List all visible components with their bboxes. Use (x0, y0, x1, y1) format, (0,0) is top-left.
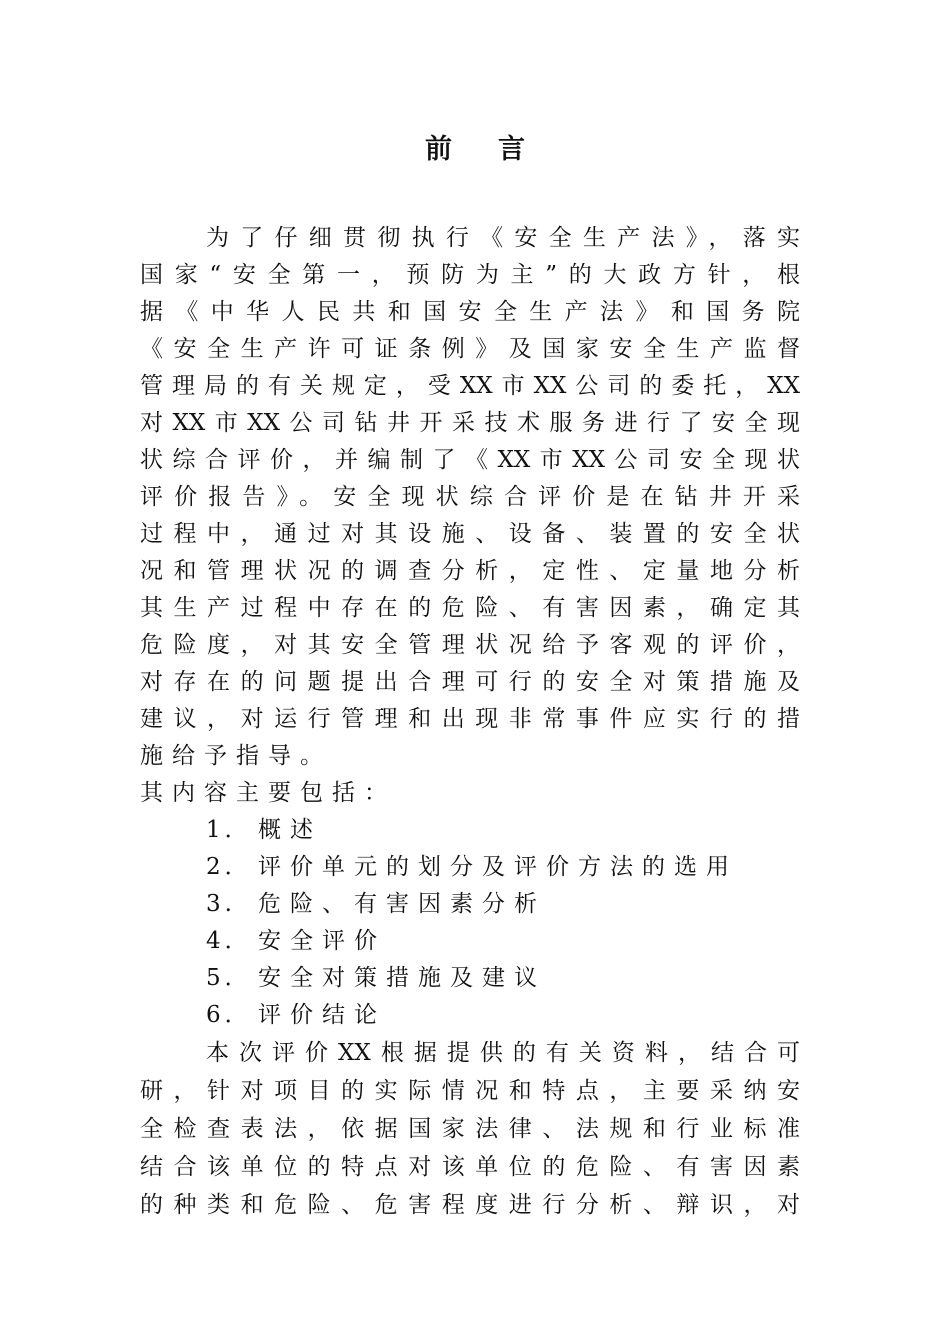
contents-item (206, 923, 386, 960)
contents-item-text: 评价单元的划分及评价方法的选用 (258, 854, 738, 880)
paragraph2-line: 结合该单位的特点对该单位的危险、有害因素 (140, 1154, 800, 1180)
contents-item-number: 6． (206, 1002, 252, 1028)
paragraph1-line: 状综合评价，并编制了《XX市XX公司安全现状 (140, 447, 800, 473)
paragraph1-line: 施给予指导。 (140, 743, 332, 769)
contents-item-text: 危险、有害因素分析 (258, 891, 546, 917)
paragraph1-line: 过程中，通过对其设施、设备、装置的安全状 (140, 521, 800, 547)
paragraph1-line: 对存在的问题提出合理可行的安全对策措施及 (140, 669, 800, 695)
paragraph2-line: 全检查表法，依据国家法律、法规和行业标准 (140, 1116, 800, 1142)
paragraph1-line: 况和管理状况的调查分析，定性、定量地分析 (140, 558, 800, 584)
paragraph1-line: 建议，对运行管理和出现非常事件应实行的措 (140, 706, 800, 732)
contents-item-text: 评价结论 (258, 1002, 386, 1028)
contents-intro: 其内容主要包括： (140, 780, 396, 806)
paragraph2-line: 研，针对项目的实际情况和特点，主要采纳安 (140, 1078, 800, 1104)
paragraph1-line: 为了仔细贯彻执行《安全生产法》，落实 (206, 225, 800, 251)
contents-item-text: 概述 (258, 817, 322, 843)
paragraph2-line: 本次评价XX根据提供的有关资料，结合可 (206, 1040, 800, 1066)
page-title: 前言 (425, 134, 571, 165)
contents-item (206, 997, 386, 1034)
contents-item-number: 1． (206, 817, 252, 843)
paragraph2-line: 的种类和危险、危害程度进行分析、辩识，对 (140, 1192, 800, 1218)
contents-item-number: 5． (206, 965, 252, 991)
contents-item (206, 849, 738, 886)
paragraph1-line: 对XX市XX公司钻井开采技术服务进行了安全现 (140, 410, 800, 436)
contents-item-text: 安全评价 (258, 928, 386, 954)
contents-item-number: 2． (206, 854, 252, 880)
paragraph1-line: 国家“安全第一，预防为主”的大政方针，根 (140, 262, 800, 288)
contents-item-number: 3. (206, 891, 236, 917)
contents-item-text: 安全对策措施及建议 (258, 965, 546, 991)
contents-item-number: 4． (206, 928, 252, 954)
paragraph1-line: 危险度，对其安全管理状况给予客观的评价， (140, 632, 800, 658)
contents-item (206, 960, 546, 997)
paragraph1-line: 《安全生产许可证条例》及国家安全生产监督 (140, 336, 800, 362)
contents-item (206, 886, 546, 923)
paragraph1-line: 其生产过程中存在的危险、有害因素，确定其 (140, 595, 800, 621)
contents-item (206, 812, 322, 849)
paragraph1-line: 管理局的有关规定，受XX市XX公司的委托，XX (140, 373, 800, 399)
paragraph1-line: 据《中华人民共和国安全生产法》和国务院 (140, 299, 800, 325)
paragraph1-line: 评价报告》。安全现状综合评价是在钻井开采 (140, 484, 800, 510)
